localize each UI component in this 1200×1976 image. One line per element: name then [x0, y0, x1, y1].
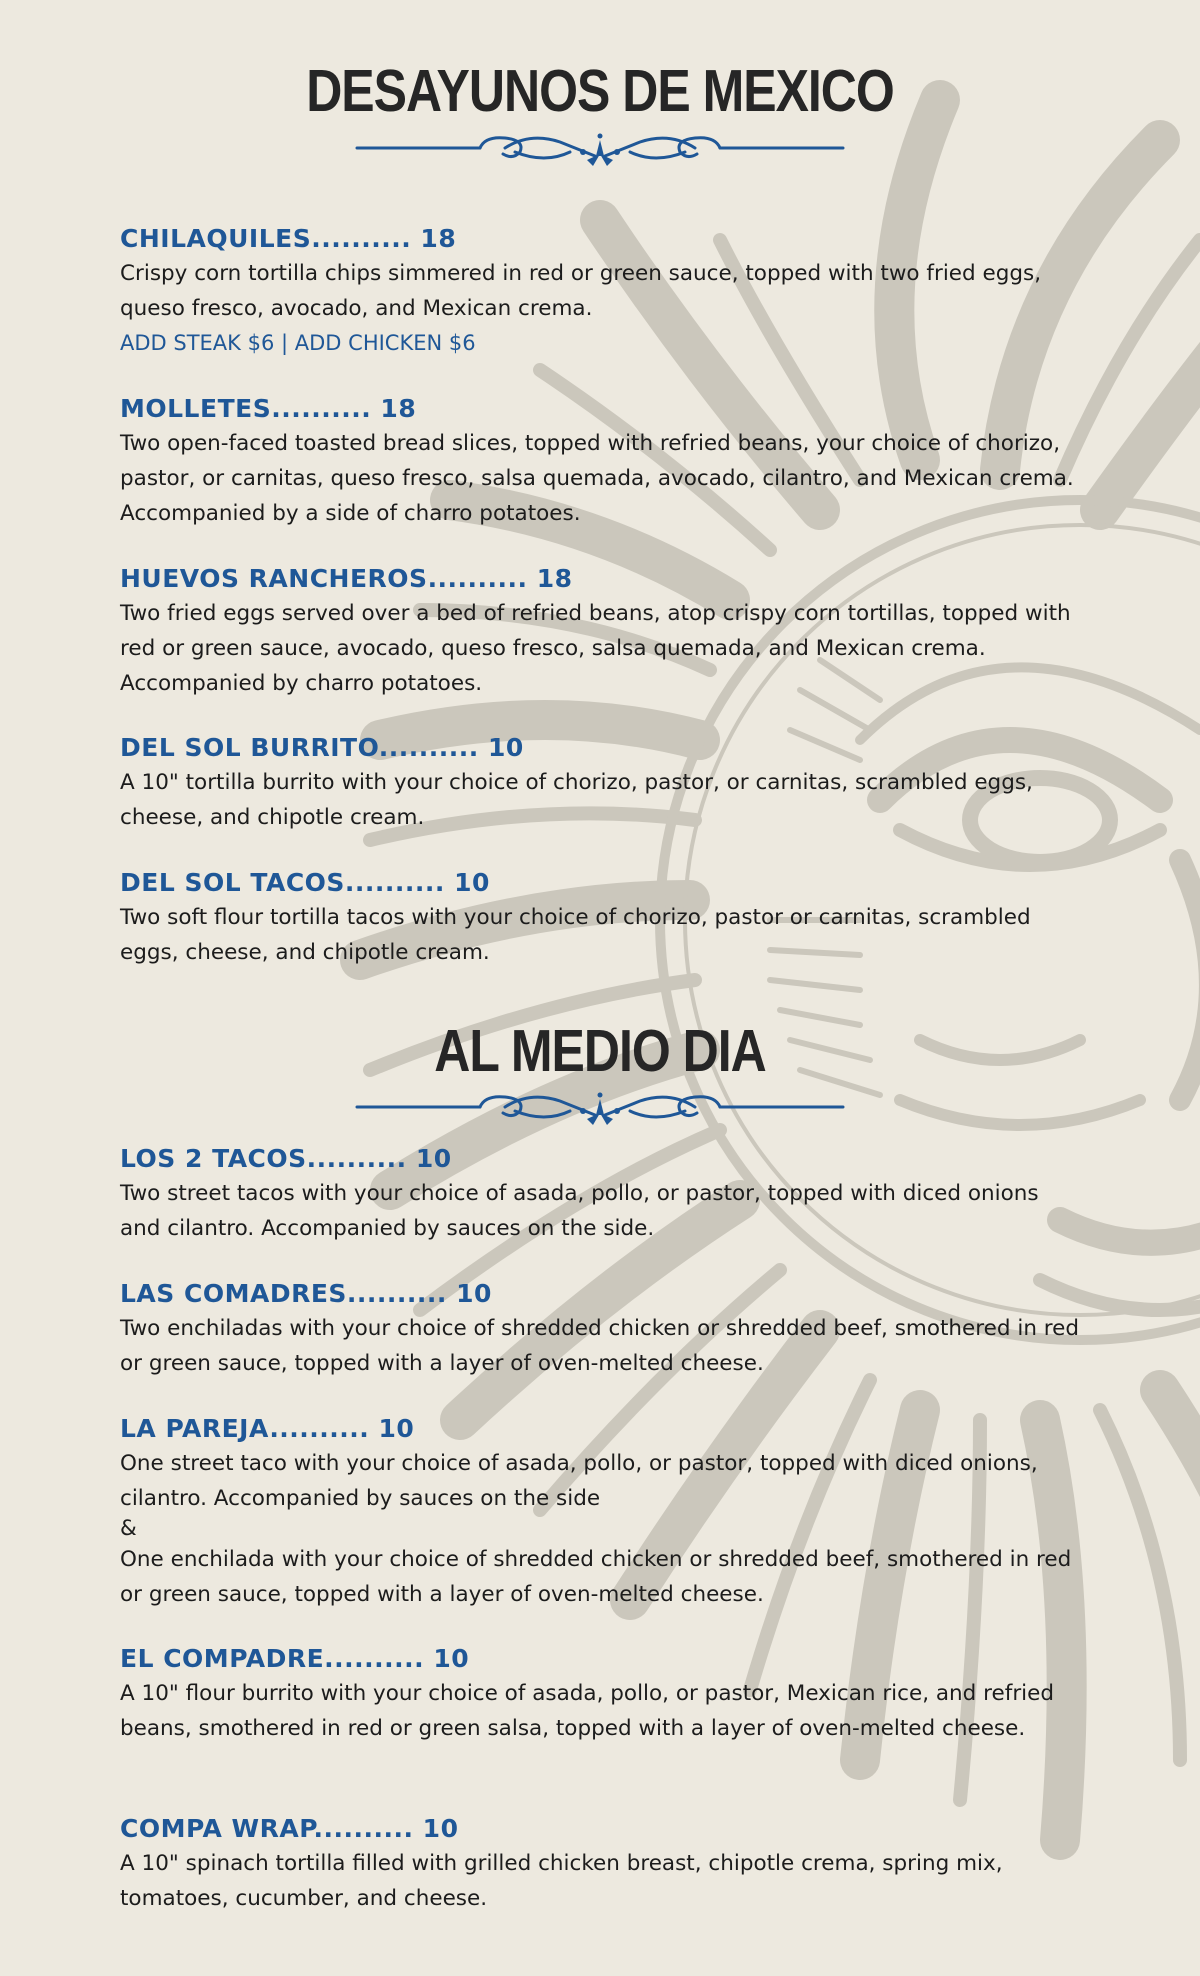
menu-item-los-2-tacos [120, 1142, 1080, 1246]
item-description: Two street tacos with your choice of asada, pollo, or pastor, topped with diced onions and cilantro. Accompanied by sauces on the side. [120, 1181, 1039, 1241]
item-description-2: One enchilada with your choice of shredded chicken or shredded beef, smothered in red or green sauce, topped with a layer of oven-melted cheese. [120, 1547, 1072, 1607]
menu-item-compa-wrap [120, 1812, 1080, 1916]
item-description: A 10" spinach tortilla filled with grilled chicken breast, chipotle crema, spring mix, tomatoes, cucumber, and cheese. [120, 1851, 1003, 1911]
item-title: LA PAREJA.......... 10 [120, 1414, 415, 1443]
item-title: LAS COMADRES.......... 10 [120, 1279, 492, 1308]
item-title: CHILAQUILES.......... 18 [120, 224, 457, 253]
menu-item-las-comadres [120, 1277, 1080, 1381]
section-title-desayunos: DESAYUNOS DE MEXICO [306, 57, 894, 125]
flourish-divider-icon [355, 130, 845, 170]
item-title: DEL SOL TACOS.......... 10 [120, 868, 490, 897]
item-title: MOLLETES.......... 18 [120, 394, 417, 423]
item-description: Two open-faced toasted bread slices, topped with refried beans, your choice of chorizo, pastor, or carnitas, queso fresco, salsa quemada, avocado, cilantro, and Mexican crema. Accompanied by a side of charro potatoes. [120, 431, 1074, 526]
menu-item-chilaquiles [120, 222, 1080, 361]
item-addon: ADD STEAK $6 | ADD CHICKEN $6 [120, 331, 476, 355]
section-title-al-medio-dia: AL MEDIO DIA [434, 1017, 766, 1085]
item-description: Two fried eggs served over a bed of refried beans, atop crispy corn tortillas, topped with red or green sauce, avocado, queso fresco, salsa quemada, and Mexican crema. Accompanied by charro potatoes. [120, 601, 1071, 696]
item-description: A 10" flour burrito with your choice of asada, pollo, or pastor, Mexican rice, and refried beans, smothered in red or green salsa, topped with a layer of oven-melted cheese. [120, 1681, 1055, 1741]
item-description: Two enchiladas with your choice of shredded chicken or shredded beef, smothered in red or green sauce, topped with a layer of oven-melted cheese. [120, 1316, 1080, 1376]
item-title: DEL SOL BURRITO.......... 10 [120, 733, 524, 762]
item-title: LOS 2 TACOS.......... 10 [120, 1144, 452, 1173]
item-description: A 10" tortilla burrito with your choice of chorizo, pastor, or carnitas, scrambled eggs, cheese, and chipotle cream. [120, 770, 1033, 830]
menu-item-el-compadre [120, 1642, 1080, 1746]
item-title: HUEVOS RANCHEROS.......... 18 [120, 564, 573, 593]
menu-item-molletes [120, 392, 1080, 531]
flourish-divider-icon [355, 1089, 845, 1129]
item-description: Crispy corn tortilla chips simmered in red or green sauce, topped with two fried eggs, queso fresco, avocado, and Mexican crema. [120, 261, 1042, 321]
menu-item-la-pareja [120, 1412, 1080, 1612]
menu-item-huevos-rancheros [120, 562, 1080, 701]
menu-item-del-sol-burrito [120, 731, 1080, 835]
item-description: One street taco with your choice of asada, pollo, or pastor, topped with diced onions, cilantro. Accompanied by sauces on the side [120, 1451, 1038, 1511]
menu-item-del-sol-tacos [120, 866, 1080, 970]
item-connector: & [120, 1516, 137, 1541]
item-title: EL COMPADRE.......... 10 [120, 1644, 470, 1673]
item-description: Two soft flour tortilla tacos with your choice of chorizo, pastor or carnitas, scrambled eggs, cheese, and chipotle cream. [120, 905, 1031, 965]
item-title: COMPA WRAP.......... 10 [120, 1814, 459, 1843]
